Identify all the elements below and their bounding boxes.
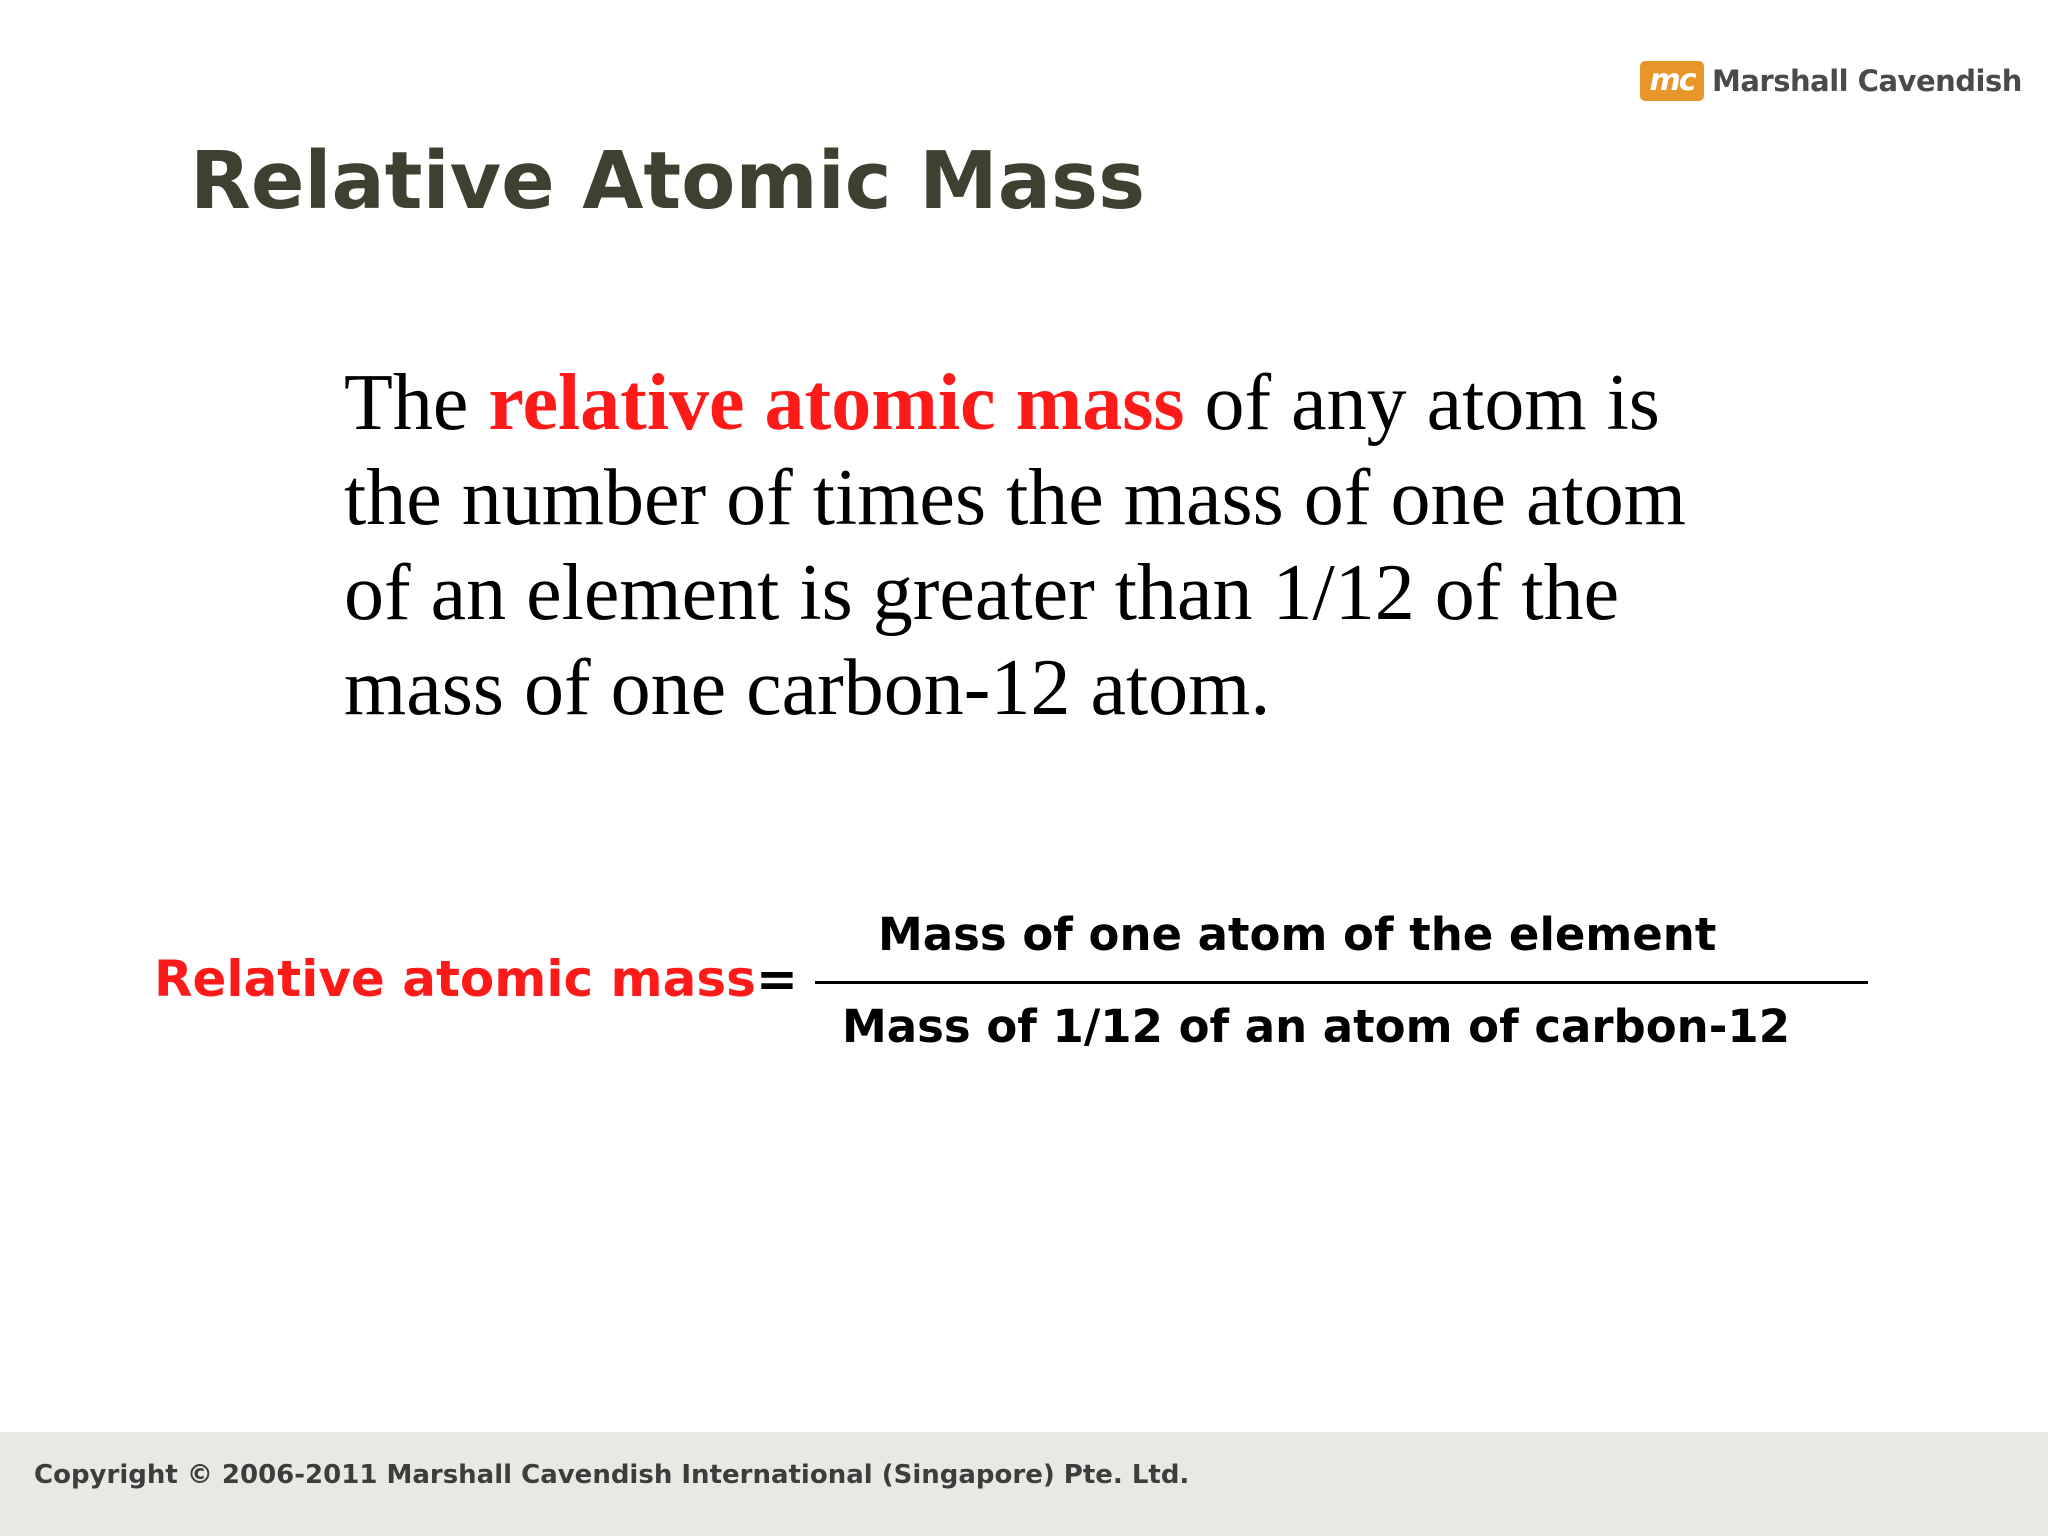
definition-intro: The [344,359,489,447]
publisher-logo-icon [1640,61,1704,101]
publisher-logo [1640,60,2022,102]
definition-term: relative atomic mass [488,359,1185,447]
copyright-notice: Copyright © 2006-2011 Marshall Cavendish International (Singapore) Pte. Ltd. [34,1460,1190,1490]
slide-title: Relative Atomic Mass [190,135,1146,227]
formula-numerator: Mass of one atom of the element [878,908,1717,961]
fraction-bar [815,981,1868,984]
definition-rest: of any atom is the number of times the mass of one atom of an element is greater than 1/12 of the mass of one carbon-12 atom. [344,359,1686,732]
formula-label: Relative atomic mass [154,950,756,1008]
definition-paragraph [344,356,1744,736]
logo-mark-text: mc [1649,63,1695,98]
formula-denominator: Mass of 1/12 of an atom of carbon-12 [842,1000,1791,1053]
logo-name: Marshall Cavendish [1712,64,2022,98]
formula-equals-sign: = [756,950,798,1008]
footer-bar [0,1432,2048,1536]
